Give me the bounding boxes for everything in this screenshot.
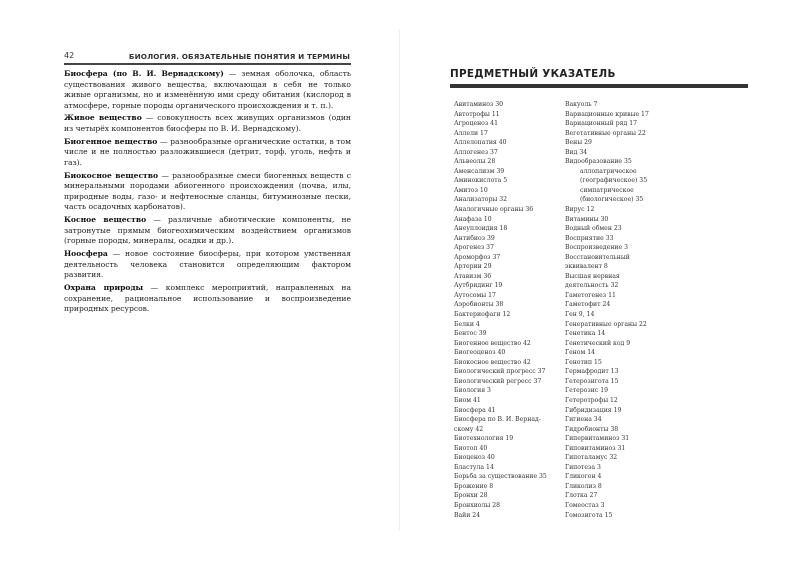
index-entry: Арогенез 37 <box>454 244 494 252</box>
index-entry: Биологический прогресс 37 <box>454 368 546 376</box>
index-entry: Глотка 27 <box>565 492 598 500</box>
entry-term: Живое вещество <box>64 113 142 123</box>
index-entry: Гетерозис 19 <box>565 387 609 395</box>
index-entry: Ген 9, 14 <box>565 311 595 319</box>
index-entry: Гибридизация 19 <box>565 406 622 414</box>
index-entry: Агроценоз 41 <box>454 120 498 128</box>
index-entry: скому 42 <box>454 425 484 433</box>
entry-term: Ноосфера <box>64 249 108 259</box>
index-entry: Вегетативные органы 22 <box>565 129 646 137</box>
index-entry: Гетеротрофы 12 <box>565 396 618 404</box>
right-page <box>400 0 800 566</box>
index-entry: Аутбридинг 19 <box>454 282 503 290</box>
index-entry: аллопатрическое <box>580 167 637 175</box>
index-entry: Вайи 24 <box>454 511 481 519</box>
entry-definition: — разнообразные смеси биогенных веществ с минеральными породами абиогенного происхождения (почва, илы, природные воды, газо- и нефтеносные сланцы, битуминозные пески, часть осадочных карбонатов). <box>64 170 351 212</box>
index-entry: Гиповитаминоз 31 <box>565 444 626 452</box>
index-entry: Бронхи 28 <box>454 492 488 500</box>
index-heading-rule <box>450 84 748 88</box>
entry-term: Биокосное вещество <box>64 170 159 180</box>
index-entry: Восприятие 33 <box>565 234 614 242</box>
header-rule <box>64 63 351 65</box>
index-entry: Воспроизведение 3 <box>565 244 628 252</box>
index-entry: Белки 4 <box>454 320 480 328</box>
index-entry: Анафаза 10 <box>454 215 492 223</box>
index-entry: Видообразование 35 <box>565 158 632 166</box>
index-entry: (географическое) 35 <box>580 177 648 185</box>
entry-definition: — различные абиотические компоненты, не затронутые прямым биогеохимическим воздействием организмов (горные породы, минералы, осадки и др.). <box>64 215 351 246</box>
index-entry: Ароморфоз 37 <box>454 253 501 261</box>
index-entry: Генотип 15 <box>565 358 602 366</box>
glossary-entry <box>64 69 351 111</box>
glossary-entry <box>64 215 351 247</box>
entry-term: Биосфера (по В. И. Вернадскому) <box>64 69 224 78</box>
index-entry: Вариационные кривые 17 <box>565 110 649 118</box>
index-entry: Авитаминоз 30 <box>454 101 504 108</box>
index-entry: Высшая нервная <box>565 272 620 280</box>
running-head <box>64 51 350 63</box>
index-entry: Антибиоз 39 <box>454 234 495 242</box>
index-entry: Биология 3 <box>454 387 491 395</box>
index-entry: эквивалент 8 <box>565 263 608 271</box>
index-entry: Гидробионты 38 <box>565 425 619 433</box>
index-entry: Биоценоз 40 <box>454 454 495 462</box>
index-entry: Вариационный ряд 17 <box>565 120 638 128</box>
index-entry: Аутосомы 17 <box>454 291 496 299</box>
glossary-entry <box>64 137 351 169</box>
index-entry: Аэробионты 38 <box>454 301 504 309</box>
glossary-entry <box>64 171 351 213</box>
index-entry: Генетика 14 <box>565 330 606 338</box>
index-entry: Гипотеза 3 <box>565 463 601 471</box>
page-number: 42 <box>64 51 75 60</box>
entry-term: Косное вещество <box>64 215 147 225</box>
entry-term: Охрана природы <box>64 283 144 293</box>
glossary-text <box>64 69 351 317</box>
index-entry: Гликоген 4 <box>565 473 602 481</box>
glossary-entry <box>64 283 351 315</box>
index-entry: Водный обмен 23 <box>565 225 622 233</box>
index-entry: Бронхиолы 28 <box>454 501 501 509</box>
index-entry: Гермафродит 13 <box>565 368 619 376</box>
index-entry: Восстановительный <box>565 253 630 261</box>
index-entry: Гигиена 34 <box>565 416 602 424</box>
index-entry: Атавизм 36 <box>454 272 492 280</box>
index-entry: Биосфера 41 <box>454 406 496 414</box>
index-entry: Автотрофы 11 <box>454 110 500 118</box>
index-entry: (биологическое) 35 <box>580 196 644 204</box>
entry-definition: — комплекс мероприятий, направленных на сохранение, рациональное использование и воспроизведение природных ресурсов. <box>64 283 351 314</box>
index-entry: симпатрическое <box>580 186 634 194</box>
index-entry: Бластула 14 <box>454 463 494 471</box>
index-entry: Аллели 17 <box>454 129 488 137</box>
index-entry: Гомеостаз 3 <box>565 501 605 509</box>
index-entry: Артерии 29 <box>454 263 492 271</box>
entry-definition: — разнообразные органические остатки, в том числе и не полностью разложившиеся (детрит, торф, уголь, нефть и газ). <box>64 136 352 167</box>
index-entry: Амитоз 10 <box>454 186 488 194</box>
index-entry: Вакуоль 7 <box>565 101 598 108</box>
glossary-entry <box>64 113 351 134</box>
index-entry: Гипоталамус 32 <box>565 454 618 462</box>
index-entry: Вирус 12 <box>565 206 595 214</box>
index-entry: Аменсализм 39 <box>454 167 505 175</box>
entry-definition: — новое состояние биосферы, при котором умственная деятельность человека становится определяющим фактором развития. <box>64 249 351 280</box>
index-entry: Геном 14 <box>565 349 596 357</box>
entry-definition: — совокупность всех живущих организмов (один из четырёх компонентов биосферы по В. И. Вернадскому). <box>64 113 351 134</box>
index-entry: Борьба за существование 35 <box>454 473 547 481</box>
index-entry: Анализаторы 32 <box>454 196 508 204</box>
index-entry: Аллелопатия 40 <box>454 139 507 147</box>
index-entry: Биогенное вещество 42 <box>454 339 531 347</box>
index-entry: Гипервитаминоз 31 <box>565 435 630 443</box>
index-entry: Вид 34 <box>565 148 588 156</box>
index-entry: Гликолиз 8 <box>565 482 602 490</box>
index-entry: Аллогенез 37 <box>454 148 498 156</box>
index-entry: Брожение 8 <box>454 482 494 490</box>
entry-definition: — земная оболочка, область существования живого вещества, включающая в себя не только живые организмы, но и изменённую ими среду обитания (кислород в атмосфере, горные породы органического происхождения и т. п.). <box>64 69 352 110</box>
index-entry: Биологический регресс 37 <box>454 377 542 385</box>
glossary-entry <box>64 249 351 281</box>
index-entry: Гомозигота 15 <box>565 511 613 519</box>
index-entry: Генетический код 9 <box>565 339 631 347</box>
index-entry: Биотоп 40 <box>454 444 488 452</box>
index-column-2 <box>565 100 700 520</box>
index-entry: Биосфера по В. И. Вернад- <box>454 416 541 424</box>
entry-term: Биогенное вещество <box>64 136 158 146</box>
index-entry: деятельность 32 <box>565 282 619 290</box>
index-entry: Биогеоценоз 40 <box>454 349 506 357</box>
running-title: БИОЛОГИЯ. ОБЯЗАТЕЛЬНЫЕ ПОНЯТИЯ И ТЕРМИНЫ <box>128 52 350 61</box>
index-entry: Биокосное вещество 42 <box>454 358 531 366</box>
index-entry: Вены 29 <box>565 139 592 147</box>
index-entry: Витамины 30 <box>565 215 609 223</box>
index-entry: Генеративные органы 22 <box>565 320 647 328</box>
index-entry: Альвеолы 28 <box>454 158 496 166</box>
index-entry: Аналогичные органы 36 <box>454 206 534 214</box>
index-entry: Бактериофаги 12 <box>454 311 511 319</box>
index-entry: Аминокислота 5 <box>454 177 508 185</box>
index-entry: Гетерозигота 15 <box>565 377 619 385</box>
index-entry: Анеуплоидия 18 <box>454 225 508 233</box>
index-entry: Гаметогенез 11 <box>565 291 616 299</box>
index-entry: Гаметофит 24 <box>565 301 611 309</box>
index-entry: Биом 41 <box>454 396 481 404</box>
index-heading: ПРЕДМЕТНЫЙ УКАЗАТЕЛЬ <box>450 68 616 80</box>
index-entry: Бентос 39 <box>454 330 487 338</box>
index-entry: Биотехнология 19 <box>454 435 514 443</box>
